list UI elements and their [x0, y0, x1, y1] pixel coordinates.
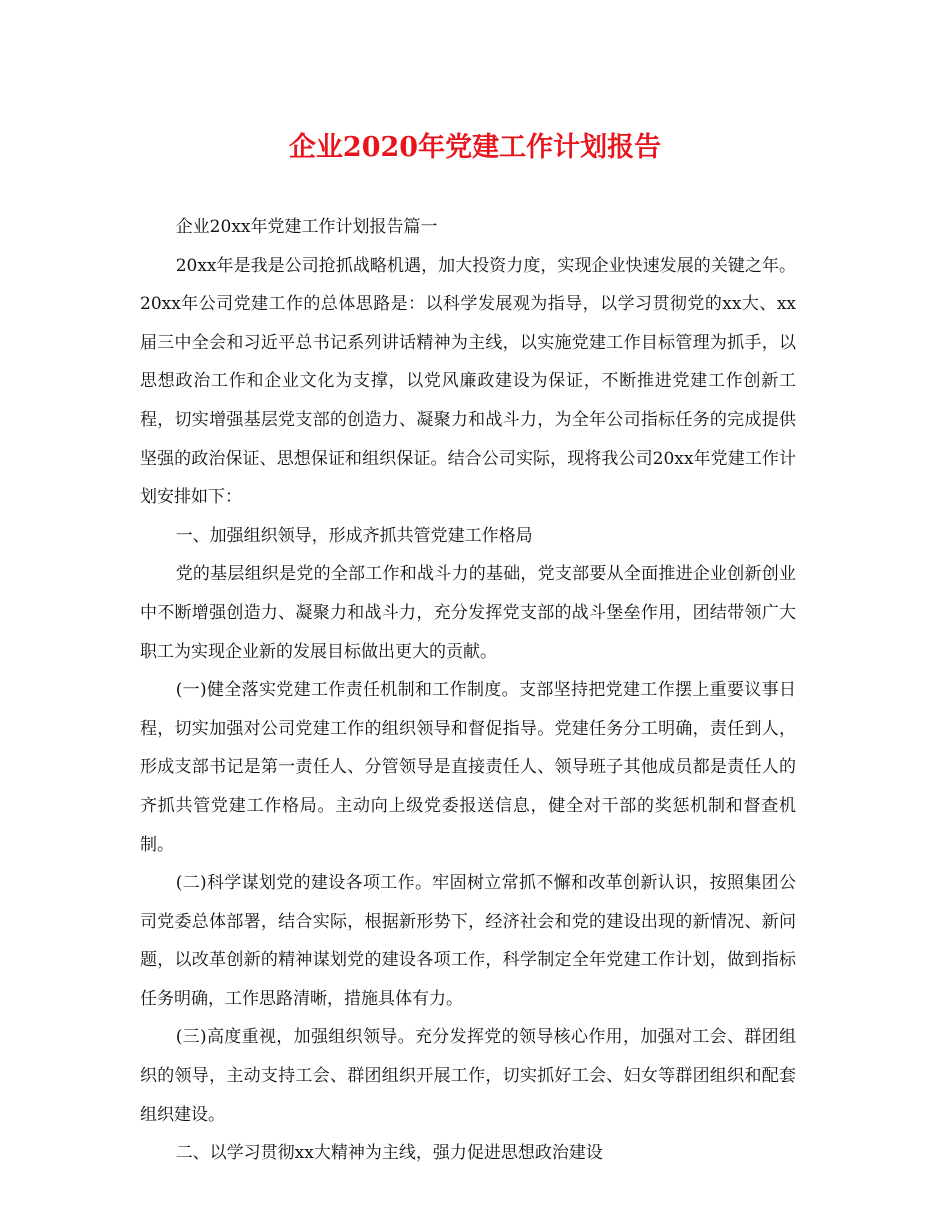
paragraph: (二)科学谋划党的建设各项工作。牢固树立常抓不懈和改革创新认识，按照集团公司党委总体部署，结合实际，根据新形势下，经济社会和党的建设出现的新情况、新问题，以改革创新的精神谋划党的建设各项工作，科学制定全年党建工作计划，做到指标任务明确，工作思路清晰，措施具体有力。	[140, 873, 796, 1009]
paragraph: 党的基层组织是党的全部工作和战斗力的基础，党支部要从全面推进企业创新创业中不断增强创造力、凝聚力和战斗力，充分发挥党支部的战斗堡垒作用，团结带领广大职工为实现企业新的发展目标做出更大的贡献。	[140, 564, 796, 662]
section-heading: 企业20xx年党建工作计划报告篇一	[175, 217, 438, 237]
paragraph: 20xx年是我是公司抢抓战略机遇，加大投资力度，实现企业快速发展的关键之年。20xx年公司党建工作的总体思路是：以科学发展观为指导，以学习贯彻党的xx大、xx届三中全会和习近平总书记系列讲话精神为主线，以实施党建工作目标管理为抓手，以思想政治工作和企业文化为支撑，以党风廉政建设为保证，不断推进党建工作创新工程，切实增强基层党支部的创造力、凝聚力和战斗力，为全年公司指标任务的完成提供坚强的政治保证、思想保证和组织保证。结合公司实际，现将我公司20xx年党建工作计划安排如下：	[140, 255, 796, 508]
document-body	[140, 208, 796, 1173]
section-heading: 一、加强组织领导，形成齐抓共管党建工作格局	[175, 525, 533, 546]
document-title: 企业2020年党建工作计划报告	[288, 132, 662, 163]
paragraph: (三)高度重视，加强组织领导。充分发挥党的领导核心作用，加强对工会、群团组织的领导，主动支持工会、群团组织开展工作，切实抓好工会、妇女等群团组织和配套组织建设。	[140, 1027, 796, 1125]
paragraph: (一)健全落实党建工作责任机制和工作制度。支部坚持把党建工作摆上重要议事日程，切实加强对公司党建工作的组织领导和督促指导。党建任务分工明确，责任到人，形成支部书记是第一责任人、分管领导是直接责任人、领导班子其他成员都是责任人的齐抓共管党建工作格局。主动向上级党委报送信息，健全对干部的奖惩机制和督查机制。	[140, 680, 796, 855]
section-heading: 二、以学习贯彻xx大精神为主线，强力促进思想政治建设	[175, 1143, 603, 1164]
